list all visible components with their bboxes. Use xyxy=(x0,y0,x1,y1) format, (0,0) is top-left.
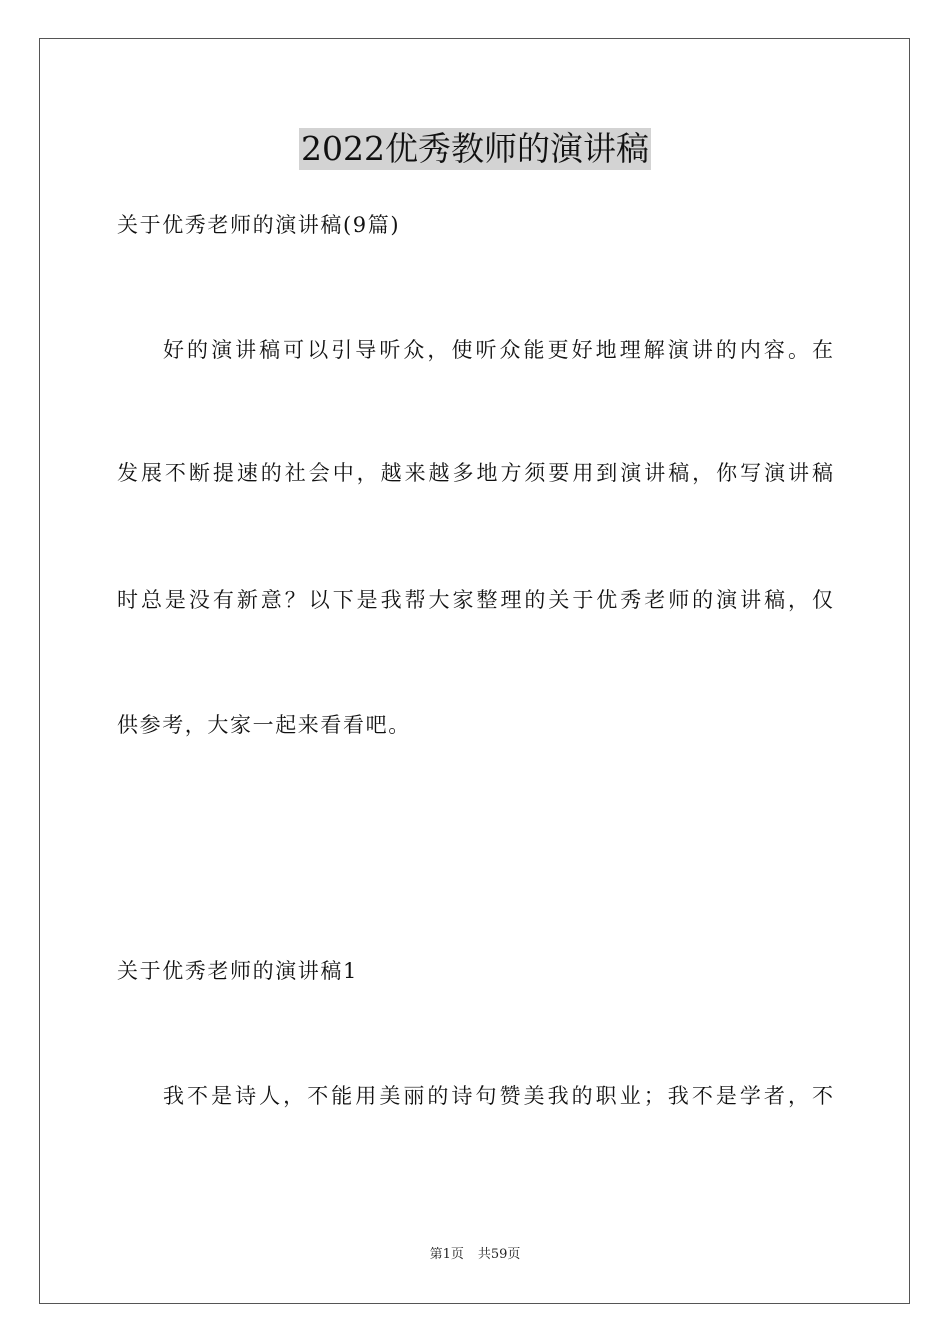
paragraph-line: 好的演讲稿可以引导听众，使听众能更好地理解演讲的内容。在 xyxy=(163,338,833,362)
page-footer xyxy=(0,1246,950,1264)
page-number: 第1页 xyxy=(429,1247,464,1262)
paragraph-line: 供参考，大家一起来看看吧。 xyxy=(117,713,411,737)
page-total: 共59页 xyxy=(477,1247,521,1262)
document-subtitle: 关于优秀老师的演讲稿(9篇) xyxy=(117,213,401,237)
paragraph-line: 时总是没有新意？以下是我帮大家整理的关于优秀老师的演讲稿，仅 xyxy=(117,588,833,612)
paragraph-line: 我不是诗人，不能用美丽的诗句赞美我的职业；我不是学者，不 xyxy=(163,1084,833,1108)
section-heading: 关于优秀老师的演讲稿1 xyxy=(117,959,358,983)
paragraph-line: 发展不断提速的社会中，越来越多地方须要用到演讲稿，你写演讲稿 xyxy=(117,461,833,485)
document-title: 2022优秀教师的演讲稿 xyxy=(301,129,649,168)
title-container xyxy=(0,128,950,170)
